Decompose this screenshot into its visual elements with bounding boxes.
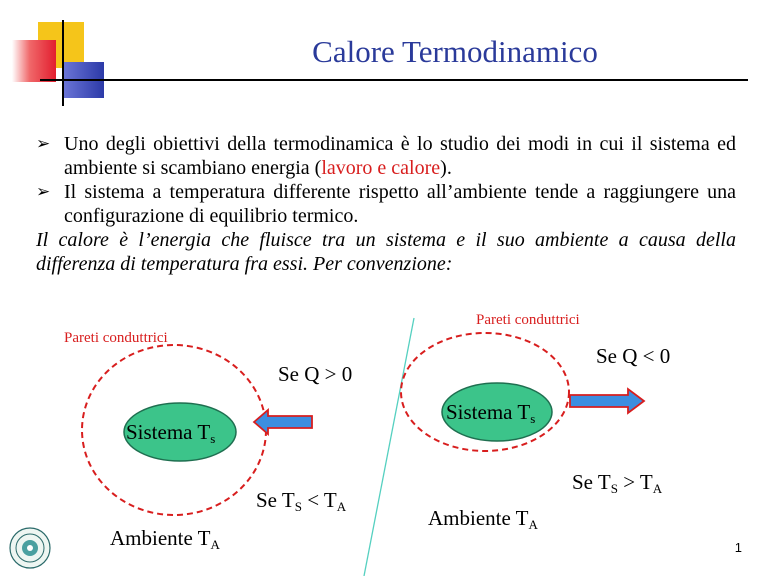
left-ambient-label [110, 526, 220, 551]
right-ambient-label [428, 506, 538, 531]
right-q-condition: Se Q < 0 [596, 344, 671, 368]
bullet-text: Il sistema a temperatura differente rispetto all’ambiente tende a raggiungere una configurazione di equilibrio termico. [64, 181, 736, 227]
temp-operator: > T [617, 470, 653, 494]
ambient-subscript: A [528, 517, 538, 532]
bullet-text-part: ). [440, 157, 452, 179]
bullet-arrow-icon: ➢ [36, 134, 51, 153]
left-temp-relation [256, 488, 346, 513]
right-temp-relation [572, 470, 662, 495]
university-seal-icon [10, 528, 50, 568]
right-heat-arrow-icon [570, 389, 644, 413]
diagram-divider-line [364, 318, 414, 576]
system-subscript: s [530, 411, 536, 426]
ambient-text: Ambiente T [428, 506, 529, 530]
page-title: Calore Termodinamico [312, 34, 598, 69]
highlighted-text: lavoro e calore [321, 157, 441, 179]
ambient-subscript: A [210, 537, 220, 552]
temp-subscript: S [610, 481, 618, 496]
temp-subscript: A [336, 499, 347, 514]
temp-subscript: A [652, 481, 663, 496]
temp-text: Se T [256, 488, 295, 512]
definition-paragraph: Il calore è l’energia che fluisce tra un sistema e il suo ambiente a causa della differenza di temperatura fra essi. Per convenzione: [36, 229, 736, 275]
page-number: 1 [734, 540, 742, 555]
left-heat-arrow-icon [254, 410, 312, 434]
system-subscript: s [210, 431, 216, 446]
temp-subscript: S [294, 499, 302, 514]
left-q-condition: Se Q > 0 [278, 362, 353, 386]
bullet-text-part: Uno degli obiettivi della termodinamica è lo studio dei modi in cui il sistema ed ambiente si scambiano energia ( [64, 133, 736, 179]
bullet-arrow-icon: ➢ [36, 182, 51, 201]
temp-text: Se T [572, 470, 611, 494]
system-label-text: Sistema T [446, 400, 531, 424]
right-walls-label: Pareti conduttrici [476, 312, 580, 328]
left-system-label [126, 420, 215, 445]
system-label-text: Sistema T [126, 420, 211, 444]
left-walls-label: Pareti conduttrici [64, 330, 168, 346]
temp-operator: < T [301, 488, 337, 512]
ambient-text: Ambiente T [110, 526, 211, 550]
right-system-label [446, 400, 535, 425]
